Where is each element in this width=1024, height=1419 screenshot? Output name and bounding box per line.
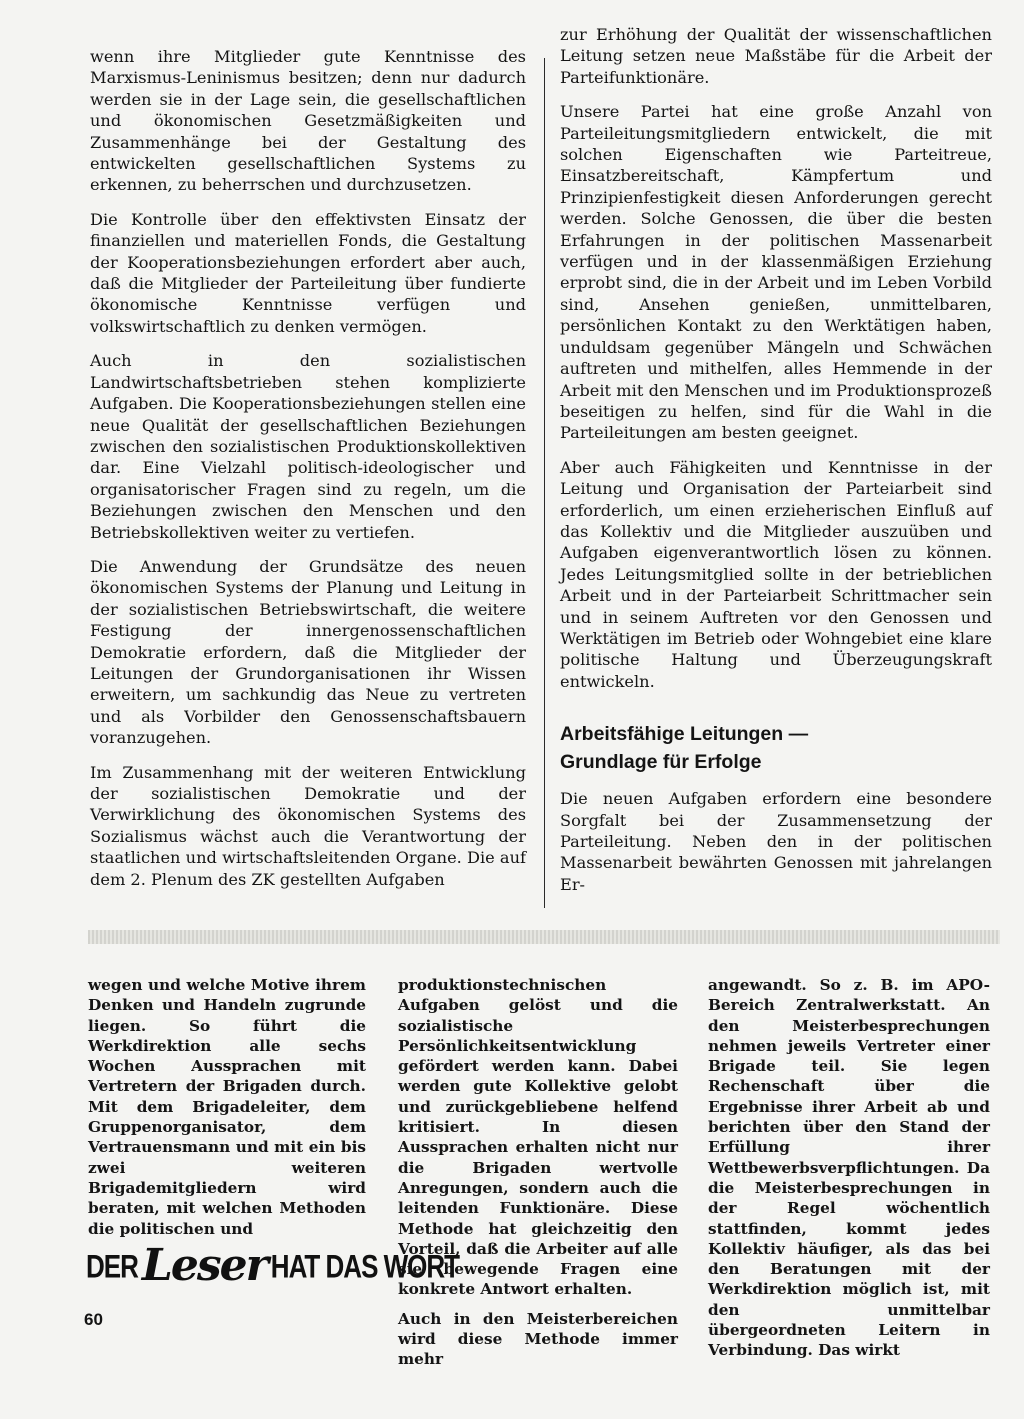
logo-script-text: Leser: [141, 1240, 267, 1291]
section-heading: [560, 720, 992, 776]
paragraph: wegen und welche Motive ihrem Denken und Handeln zugrunde liegen. So führt die Werkdirektion alle sechs Wochen Aussprachen mit Vertretern der Brigaden durch. Mit dem Brigadeleiter, dem Gruppenorganisator, dem Vertrauensmann und mit ein bis zwei weiteren Brigademitgliedern wird beraten, mit welchen Methoden die politischen und: [88, 976, 366, 1238]
paragraph: zur Erhöhung der Qualität der wissenschaftlichen Leitung setzen neue Maßstäbe für die Arbeit der Parteifunktionäre.: [560, 25, 992, 87]
paragraph: Unsere Partei hat eine große Anzahl von Parteileitungsmitgliedern entwickelt, die mit solchen Eigenschaften wie Parteitreue, Einsatzbereitschaft, Kämpfertum und Prinzipienfestigkeit diesen Anforderungen gerecht werden. Solche Genossen, die über die besten Erfahrungen in der politischen Massenarbeit verfügen und in der klassenmäßigen Erziehung erprobt sind, die in der Arbeit und im Leben Vorbild sind, Ansehen genießen, unmittelbaren, persönlichen Kontakt zu den Werktätigen haben, unduldsam gegenüber Mängeln und Schwächen auftreten und mithelfen, alles Hemmende in der Arbeit mit den Menschen und im Produktionsprozeß beseitigen zu helfen, sind für die Wahl in die Parteileitungen am besten geeignet.: [560, 102, 992, 443]
section-divider: [88, 930, 1000, 944]
paragraph: Die Anwendung der Grundsätze des neuen ökonomischen Systems der Planung und Leitung in der sozialistischen Betriebswirtschaft, die weitere Festigung der innergenossenschaftlichen Demokratie erfordern, daß die Mitglieder der Leitungen der Grundorganisationen ihr Wissen erweitern, um sachkundig das Neue zu vertreten und als Vorbilder den Genossenschaftsbauern voranzugehen.: [90, 556, 526, 748]
section-heading-line: Arbeitsfähige Leitungen —: [560, 723, 809, 746]
paragraph: wenn ihre Mitglieder gute Kenntnisse des Marxismus-Leninismus besitzen; denn nur dadurch werden sie in der Lage sein, die gesellschaftlichen und ökonomischen Gesetzmäßigkeiten und Zusammenhänge bei der Gestaltung des entwickelten gesellschaftlichen Systems zu erkennen, zu beherrschen und durchzusetzen.: [90, 47, 526, 195]
paragraph: Im Zusammenhang mit der weiteren Entwicklung der sozialistischen Demokratie und der Verwirklichung des ökonomischen Systems des Sozialismus wächst auch die Verantwortung der staatlichen und wirtschaftsleitenden Organe. Die auf dem 2. Plenum des ZK gestellten Aufgaben: [90, 762, 526, 889]
section-heading-line: Grundlage für Erfolge: [560, 751, 762, 774]
top-left-column: [90, 46, 526, 903]
paragraph: Auch in den Meisterbereichen wird diese Methode immer mehr: [398, 1309, 678, 1369]
page-number: 60: [84, 1310, 103, 1329]
rubric-logo: [86, 1240, 460, 1291]
top-right-column: [560, 24, 992, 908]
paragraph: Die Kontrolle über den effektivsten Einsatz der finanziellen und materiellen Fonds, die Gestaltung der Kooperationsbeziehungen erfordert aber auch, daß die Mitglieder der Parteileitung über fundierte ökonomische Kenntnisse verfügen und volkswirtschaftlich zu denken vermögen.: [90, 209, 526, 336]
reader-column-2: [398, 975, 678, 1379]
paragraph: Die neuen Aufgaben erfordern eine besondere Sorgfalt bei der Zusammensetzung der Parteileitung. Neben den in der politischen Massenarbeit bewährten Genossen mit jahrelangen Er-: [560, 789, 992, 894]
logo-text: HAT DAS WORT: [270, 1247, 460, 1285]
paragraph: produktionstechnischen Aufgaben gelöst und die sozialistische Persönlichkeitsentwicklung gefördert werden kann. Dabei werden gute Kollektive gelobt und zurückgebliebene helfend kritisiert. In diesen Aussprachen erhalten nicht nur die Brigaden wertvolle Anregungen, sondern auch die leitenden Funktionäre. Diese Methode hat gleichzeitig den Vorteil, daß die Arbeiter auf alle sie bewegende Fragen eine konkrete Antwort erhalten.: [398, 976, 678, 1299]
column-rule: [544, 58, 545, 908]
paragraph: angewandt. So z. B. im APO-Bereich Zentralwerkstatt. An den Meisterbesprechungen nehmen jeweils Vertreter einer Brigade teil. Sie legen Rechenschaft über die Ergebnisse ihrer Arbeit ab und berichten über den Stand der Erfüllung ihrer Wettbewerbsverpflichtungen. Da die Meisterbesprechungen in der Regel wöchentlich stattfinden, kommt jedes Kollektiv häufiger, als das bei den Beratungen mit der Werkdirektion möglich ist, mit den unmittelbar übergeordneten Leitern in Verbindung. Das wirkt: [708, 976, 990, 1360]
paragraph: Auch in den sozialistischen Landwirtschaftsbetrieben stehen komplizierte Aufgaben. Die Kooperationsbeziehungen stellen eine neue Qualität der gesellschaftlichen Beziehungen zwischen den sozialistischen Produktionskollektiven dar. Eine Vielzahl politisch-ideologischer und organisatorischer Fragen sind zu regeln, um die Beziehungen zwischen den Menschen und den Betriebskollektiven weiter zu vertiefen.: [90, 351, 526, 542]
reader-column-1: [88, 975, 366, 1248]
paragraph: Aber auch Fähigkeiten und Kenntnisse in der Leitung und Organisation der Parteiarbeit sind erforderlich, um einen erzieherischen Einfluß auf das Kollektiv und die Mitglieder auszuüben und Aufgaben eigenverantwortlich lösen zu können. Jedes Leitungsmitglied sollte in der betrieblichen Arbeit und in der Parteiarbeit Schrittmacher sein und in seinem Auftreten vor den Genossen und Werktätigen im Betrieb oder Wohngebiet eine klare politische Haltung und Überzeugungskraft entwickeln.: [560, 457, 992, 691]
logo-text: DER: [86, 1247, 138, 1285]
reader-column-3: [708, 975, 990, 1370]
